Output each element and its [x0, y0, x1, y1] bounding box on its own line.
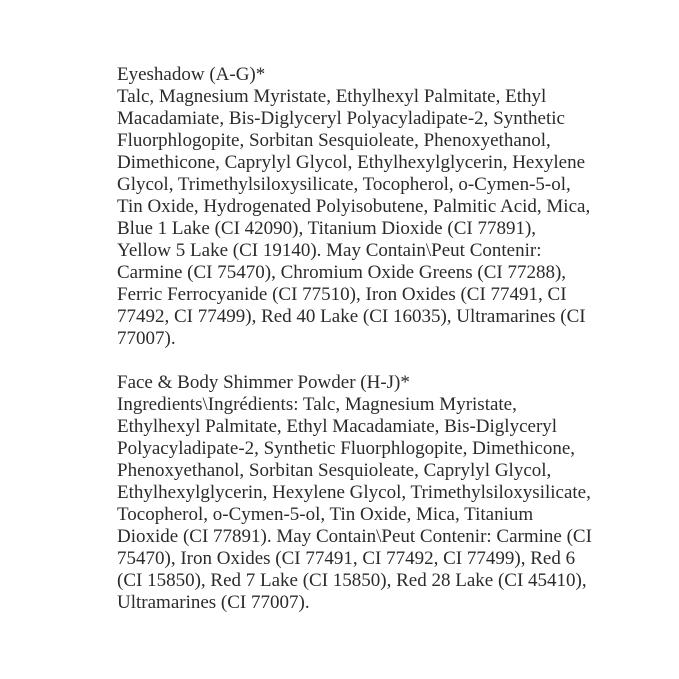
ingredient-line: Phenoxyethanol, Sorbitan Sesquioleate, Caprylyl Glycol,	[117, 460, 552, 481]
section-heading: Eyeshadow (A-G)*	[117, 64, 266, 85]
ingredient-line: (CI 15850), Red 7 Lake (CI 15850), Red 28 Lake (CI 45410),	[117, 570, 587, 591]
ingredient-line: Dioxide (CI 77891). May Contain\Peut Contenir: Carmine (CI	[117, 526, 592, 547]
ingredient-line: Polyacyladipate-2, Synthetic Fluorphlogopite, Dimethicone,	[117, 438, 576, 459]
ingredient-line: Talc, Magnesium Myristate, Ethylhexyl Palmitate, Ethyl	[117, 86, 547, 107]
ingredient-line: Tin Oxide, Hydrogenated Polyisobutene, Palmitic Acid, Mica,	[117, 196, 591, 217]
ingredients-label	[117, 64, 592, 614]
ingredient-line: Carmine (CI 75470), Chromium Oxide Greens (CI 77288),	[117, 262, 567, 283]
ingredient-line: Ultramarines (CI 77007).	[117, 592, 310, 613]
ingredient-line: 75470), Iron Oxides (CI 77491, CI 77492, CI 77499), Red 6	[117, 548, 576, 569]
ingredient-line: Ferric Ferrocyanide (CI 77510), Iron Oxides (CI 77491, CI	[117, 284, 567, 305]
ingredient-line: Tocopherol, o-Cymen-5-ol, Tin Oxide, Mica, Titanium	[117, 504, 534, 525]
section-divider-space	[117, 350, 592, 372]
ingredient-line: 77007).	[117, 328, 176, 349]
ingredient-line: Dimethicone, Caprylyl Glycol, Ethylhexylglycerin, Hexylene	[117, 152, 586, 173]
ingredient-line: Glycol, Trimethylsiloxysilicate, Tocopherol, o-Cymen-5-ol,	[117, 174, 571, 195]
ingredient-line: Ethylhexyl Palmitate, Ethyl Macadamiate, Bis-Diglyceryl	[117, 416, 558, 437]
ingredient-line: Macadamiate, Bis-Diglyceryl Polyacyladipate-2, Synthetic	[117, 108, 565, 129]
ingredient-line: Fluorphlogopite, Sorbitan Sesquioleate, Phenoxyethanol,	[117, 130, 551, 151]
section-eyeshadow	[117, 64, 592, 350]
ingredient-line: Ingredients\Ingrédients: Talc, Magnesium Myristate,	[117, 394, 517, 415]
section-heading: Face & Body Shimmer Powder (H-J)*	[117, 372, 410, 393]
ingredient-line: Ethylhexylglycerin, Hexylene Glycol, Trimethylsiloxysilicate,	[117, 482, 591, 503]
section-face-body-shimmer	[117, 372, 592, 614]
ingredient-line: Blue 1 Lake (CI 42090), Titanium Dioxide (CI 77891),	[117, 218, 537, 239]
ingredient-line: 77492, CI 77499), Red 40 Lake (CI 16035), Ultramarines (CI	[117, 306, 586, 327]
ingredient-line: Yellow 5 Lake (CI 19140). May Contain\Peut Contenir:	[117, 240, 542, 261]
